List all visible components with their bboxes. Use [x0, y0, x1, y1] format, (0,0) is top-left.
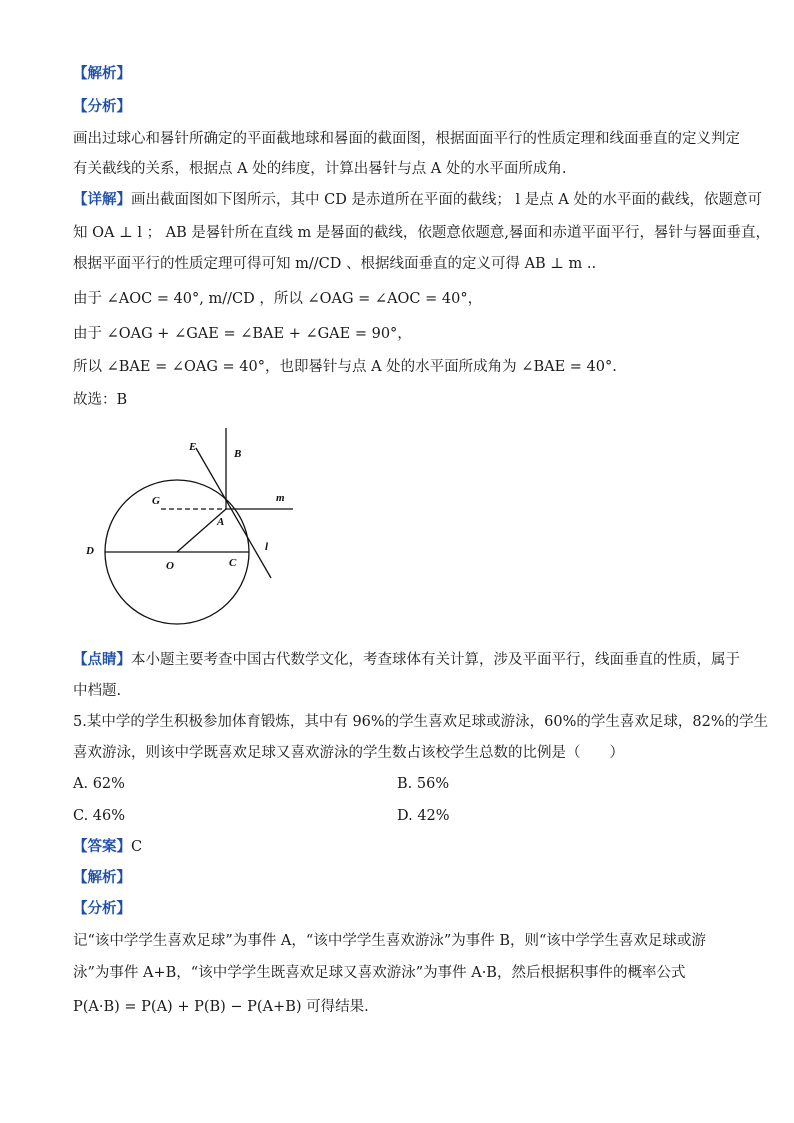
xiangjie-text-line: 知 OA ⊥ l ； AB 是晷针所在直线 m 是晷面的截线，依题意依题意,晷面和赤道平面平行，晷针与晷面垂直，: [73, 225, 770, 241]
label-b: B: [234, 448, 242, 460]
answer-value: C: [131, 839, 143, 855]
label-o: O: [166, 560, 174, 572]
option-a: A. 62%: [73, 776, 125, 792]
label-l: l: [265, 541, 269, 553]
question-5-line: 5.某中学的学生积极参加体育锻炼，其中有 96%的学生喜欢足球或游泳，60%的学生喜欢足球，82%的学生: [73, 714, 769, 730]
dianjing-paragraph: 【点睛】本小题主要考查中国古代数学文化，考查球体有关计算，涉及平面平行，线面垂直的性质，属于: [73, 651, 740, 668]
sundial-cross-section-diagram: [75, 428, 315, 628]
label-g: G: [152, 495, 160, 507]
answer-line: [73, 836, 725, 858]
label-e: E: [189, 441, 197, 453]
xiangjie-tag: 【详解】: [73, 191, 131, 208]
answer-choice: 故选：B: [73, 392, 128, 408]
dianjing-text-line: 中档题.: [73, 683, 122, 699]
label-d: D: [86, 545, 94, 557]
fenxi-text-line: 记“该中学学生喜欢足球”为事件 A，“该中学学生喜欢游泳”为事件 B，则“该中学学生喜欢足球或游: [73, 933, 706, 949]
fenxi-heading: 【分析】: [73, 98, 131, 115]
xiangjie-text-line: 根据平面平行的性质定理可得可知 m//CD 、根据线面垂直的定义可得 AB ⊥ m ..: [73, 256, 597, 272]
jiexi-heading: 【解析】: [73, 65, 131, 82]
label-a: A: [217, 516, 225, 528]
equation-line: 所以 ∠BAE = ∠OAG = 40°，也即晷针与点 A 处的水平面所成角为 ∠BAE = 40°.: [73, 359, 617, 375]
equation-line: 由于 ∠OAG + ∠GAE = ∠BAE + ∠GAE = 90°，: [73, 326, 412, 342]
fenxi-text-line: 画出过球心和晷针所确定的平面截地球和晷面的截面图，根据面面平行的性质定理和线面垂直的定义判定: [73, 131, 740, 147]
option-c: C. 46%: [73, 808, 126, 824]
label-c: C: [229, 557, 237, 569]
jiexi-heading: 【解析】: [73, 869, 131, 886]
daan-tag: 【答案】: [73, 838, 131, 855]
fenxi-text-line: 泳”为事件 A+B，“该中学学生既喜欢足球又喜欢游泳”为事件 A·B，然后根据积事件的概率公式: [73, 965, 686, 981]
dianjing-tag: 【点睛】: [73, 651, 131, 668]
option-b: B. 56%: [397, 776, 450, 792]
fenxi-heading: 【分析】: [73, 900, 131, 917]
equation-line: 由于 ∠AOC = 40°, m//CD ，所以 ∠OAG = ∠AOC = 40°，: [73, 291, 483, 307]
fenxi-text-line: 有关截线的关系，根据点 A 处的纬度，计算出晷针与点 A 处的水平面所成角.: [73, 161, 567, 177]
xiangjie-paragraph: 【详解】画出截面图如下图所示，其中 CD 是赤道所在平面的截线； l 是点 A 处的水平面的截线，依题意可: [73, 191, 762, 208]
option-d: D. 42%: [397, 808, 450, 824]
label-m: m: [276, 492, 285, 504]
question-5-line: 喜欢游泳，则该中学既喜欢足球又喜欢游泳的学生数占该校学生总数的比例是（ ）: [73, 745, 624, 761]
formula-line: P(A·B) = P(A) + P(B) − P(A+B) 可得结果.: [73, 999, 369, 1015]
